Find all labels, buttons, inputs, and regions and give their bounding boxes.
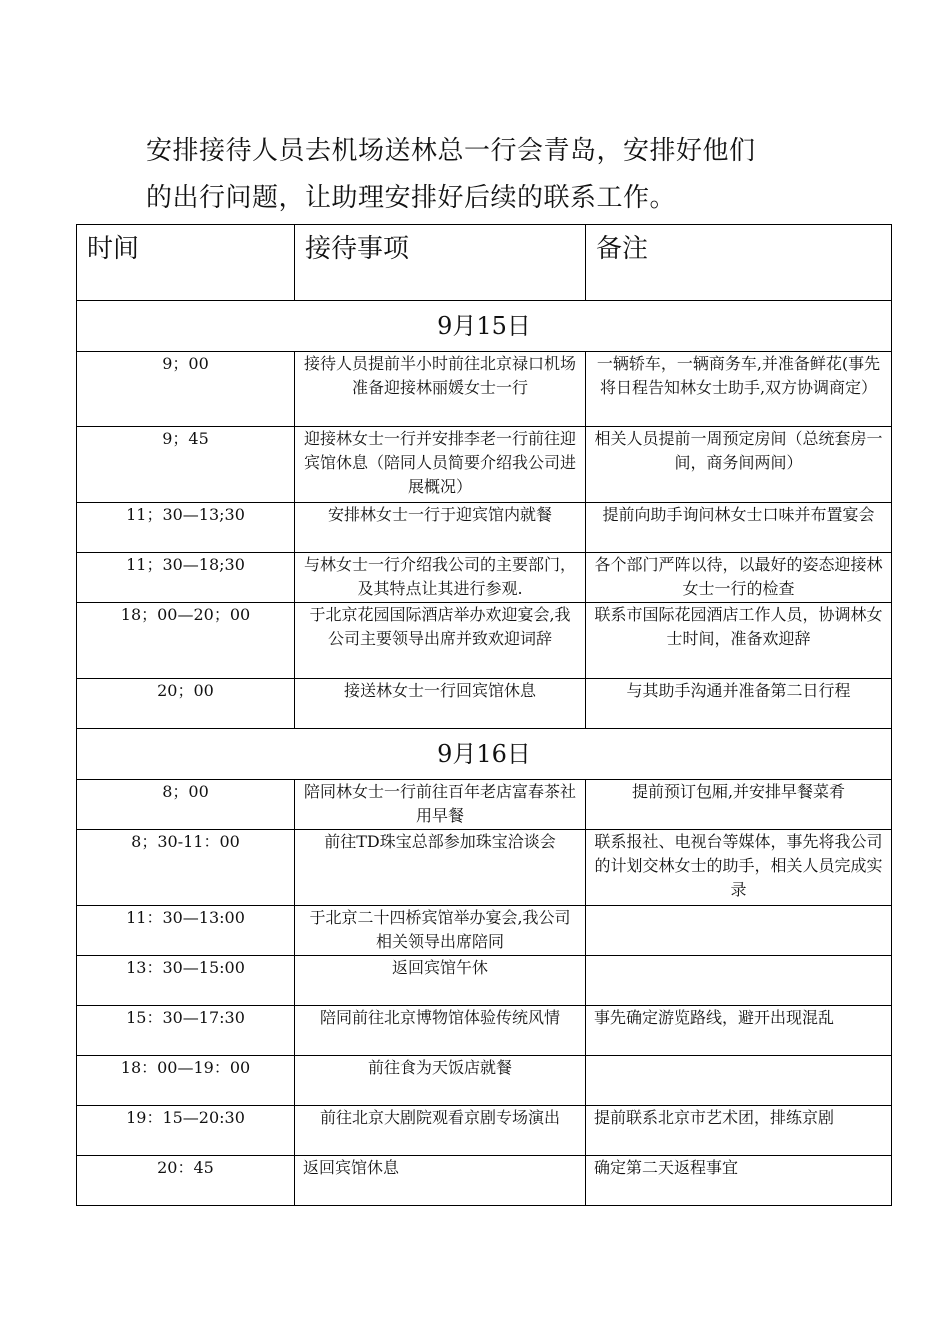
row-time: 9；45 xyxy=(77,427,295,503)
row-event: 陪同前往北京博物馆体验传统风情 xyxy=(295,1006,586,1056)
row-note: 一辆轿车，一辆商务车,并准备鲜花(事先将日程告知林女士助手,双方协调商定） xyxy=(586,352,892,427)
row-time: 18；00—20；00 xyxy=(77,603,295,679)
table-row xyxy=(77,352,892,427)
row-note: 联系市国际花园酒店工作人员，协调林女士时间，准备欢迎辞 xyxy=(586,603,892,679)
row-note: 相关人员提前一周预定房间（总统套房一间，商务间两间） xyxy=(586,427,892,503)
row-time: 19：15—20:30 xyxy=(77,1106,295,1156)
row-note: 提前联系北京市艺术团，排练京剧 xyxy=(586,1106,892,1156)
row-time: 20：45 xyxy=(77,1156,295,1206)
row-note: 与其助手沟通并准备第二日行程 xyxy=(586,679,892,729)
day-date: 9月16日 xyxy=(77,729,892,780)
table-row xyxy=(77,1156,892,1206)
row-event: 前往北京大剧院观看京剧专场演出 xyxy=(295,1106,586,1156)
table-row xyxy=(77,780,892,830)
row-note: 联系报社、电视台等媒体，事先将我公司的计划交林女士的助手，相关人员完成实录 xyxy=(586,830,892,906)
row-note: 提前预订包厢,并安排早餐菜肴 xyxy=(586,780,892,830)
table-row xyxy=(77,1006,892,1056)
row-note xyxy=(586,956,892,1006)
header-time: 时间 xyxy=(77,225,295,301)
row-event: 前往食为天饭店就餐 xyxy=(295,1056,586,1106)
row-event: 迎接林女士一行并安排李老一行前往迎宾馆休息（陪同人员简要介绍我公司进展概况） xyxy=(295,427,586,503)
table-row xyxy=(77,679,892,729)
row-event: 安排林女士一行于迎宾馆内就餐 xyxy=(295,503,586,553)
reception-schedule-table xyxy=(76,224,892,1206)
day-header-row xyxy=(77,729,892,780)
day-header-row xyxy=(77,301,892,352)
row-note: 提前向助手询问林女士口味并布置宴会 xyxy=(586,503,892,553)
header-note: 备注 xyxy=(586,225,892,301)
row-note: 事先确定游览路线，避开出现混乱 xyxy=(586,1006,892,1056)
table-row xyxy=(77,906,892,956)
row-note: 各个部门严阵以待，以最好的姿态迎接林女士一行的检查 xyxy=(586,553,892,603)
table-row xyxy=(77,956,892,1006)
table-row xyxy=(77,603,892,679)
row-time: 11；30—13;30 xyxy=(77,503,295,553)
row-event: 于北京花园国际酒店举办欢迎宴会,我公司主要领导出席并致欢迎词辞 xyxy=(295,603,586,679)
row-note xyxy=(586,906,892,956)
row-note: 确定第二天返程事宜 xyxy=(586,1156,892,1206)
intro-line-2: 的出行问题，让助理安排好后续的联系工作。 xyxy=(146,183,677,213)
row-time: 9；00 xyxy=(77,352,295,427)
row-event: 返回宾馆休息 xyxy=(295,1156,586,1206)
row-time: 20；00 xyxy=(77,679,295,729)
row-event: 接送林女士一行回宾馆休息 xyxy=(295,679,586,729)
table-row xyxy=(77,427,892,503)
row-time: 15：30—17:30 xyxy=(77,1006,295,1056)
row-time: 8；00 xyxy=(77,780,295,830)
header-event: 接待事项 xyxy=(295,225,586,301)
table-row xyxy=(77,553,892,603)
day-date: 9月15日 xyxy=(77,301,892,352)
intro-line-1: 安排接待人员去机场送林总一行会青岛，安排好他们 xyxy=(146,136,756,166)
table-row xyxy=(77,830,892,906)
row-event: 陪同林女士一行前往百年老店富春茶社用早餐 xyxy=(295,780,586,830)
row-time: 8；30-11：00 xyxy=(77,830,295,906)
row-event: 接待人员提前半小时前往北京禄口机场准备迎接林丽媛女士一行 xyxy=(295,352,586,427)
row-event: 于北京二十四桥宾馆举办宴会,我公司相关领导出席陪同 xyxy=(295,906,586,956)
intro-paragraph xyxy=(146,128,826,222)
row-time: 13：30—15:00 xyxy=(77,956,295,1006)
row-event: 与林女士一行介绍我公司的主要部门，及其特点让其进行参观. xyxy=(295,553,586,603)
row-time: 18：00—19：00 xyxy=(77,1056,295,1106)
table-row xyxy=(77,1056,892,1106)
table-header-row xyxy=(77,225,892,301)
table-row xyxy=(77,503,892,553)
row-event: 前往TD珠宝总部参加珠宝洽谈会 xyxy=(295,830,586,906)
table-row xyxy=(77,1106,892,1156)
row-note xyxy=(586,1056,892,1106)
row-time: 11；30—18;30 xyxy=(77,553,295,603)
row-time: 11：30—13:00 xyxy=(77,906,295,956)
row-event: 返回宾馆午休 xyxy=(295,956,586,1006)
